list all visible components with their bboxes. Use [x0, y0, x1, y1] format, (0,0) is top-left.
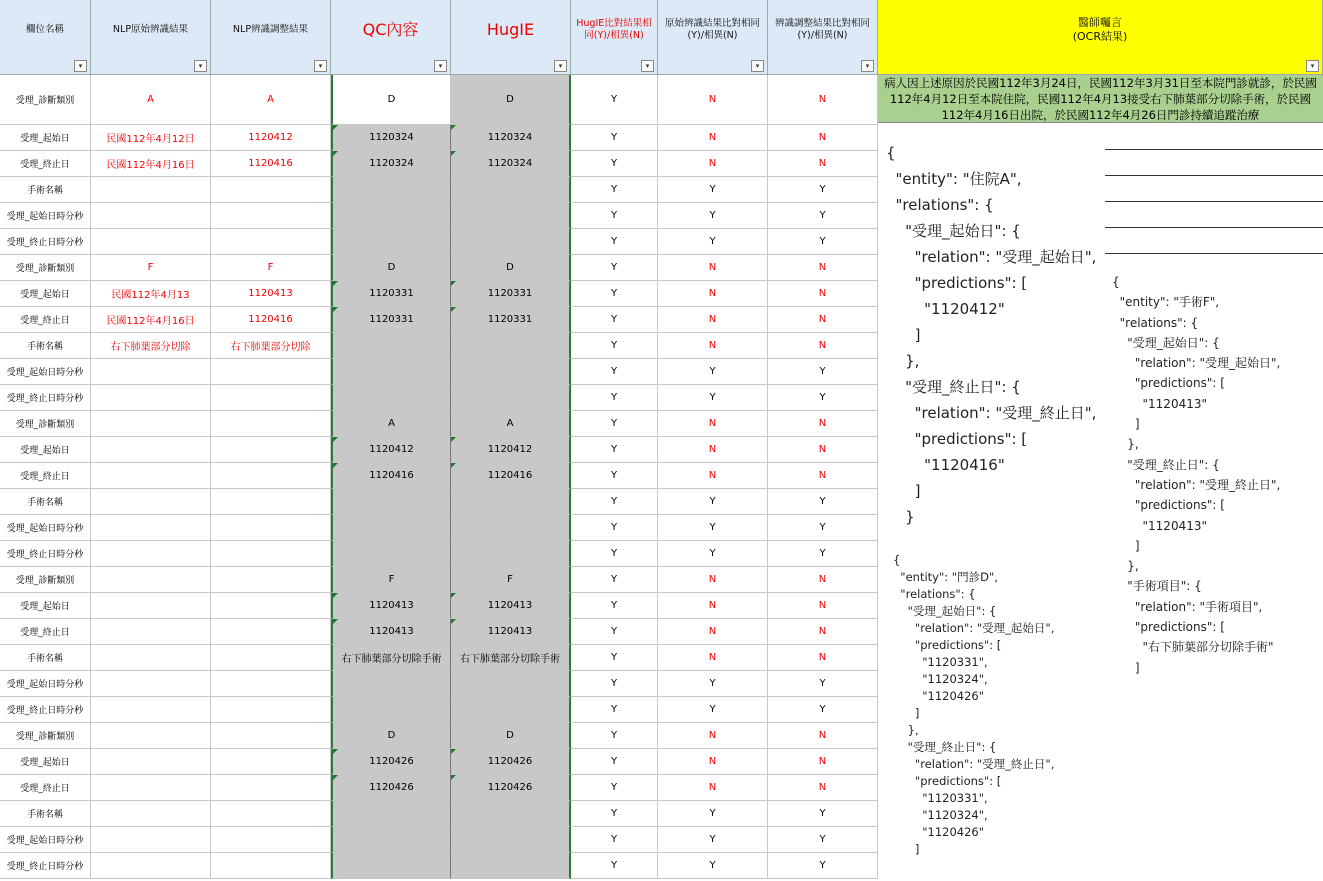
header-label: HugIE比對結果相同(Y)/相異(N) — [576, 17, 652, 41]
cell-c2[interactable]: N — [658, 619, 768, 645]
cell-raw[interactable]: 右下肺葉部分切除 — [91, 333, 211, 359]
cell-raw[interactable] — [91, 515, 211, 541]
cell-adj[interactable] — [211, 177, 331, 203]
header-nlp-raw[interactable] — [91, 0, 211, 75]
cell-raw[interactable] — [91, 619, 211, 645]
cell-field[interactable]: 受理_終止日 — [0, 619, 91, 645]
cell-hug[interactable] — [451, 333, 571, 359]
cell-raw[interactable] — [91, 853, 211, 879]
cell-adj[interactable] — [211, 697, 331, 723]
cell-raw[interactable] — [91, 463, 211, 489]
header-label: QC內容 — [362, 19, 419, 39]
cell-c3[interactable]: N — [768, 463, 878, 489]
cell-qc[interactable]: D — [331, 75, 451, 125]
grid-line — [1105, 175, 1323, 176]
cell-field[interactable]: 受理_終止日 — [0, 151, 91, 177]
header-hugie-compare[interactable] — [571, 0, 658, 75]
cell-raw[interactable]: 民國112年4月16日 — [91, 307, 211, 333]
cell-field[interactable]: 受理_診斷類別 — [0, 255, 91, 281]
cell-c2[interactable]: N — [658, 749, 768, 775]
filter-dropdown-icon[interactable]: ▾ — [74, 60, 87, 72]
cell-c2[interactable]: N — [658, 75, 768, 125]
cell-c1[interactable]: Y — [571, 411, 658, 437]
cell-hug[interactable] — [451, 671, 571, 697]
cell-c1[interactable]: Y — [571, 333, 658, 359]
filter-dropdown-icon[interactable]: ▾ — [1306, 60, 1319, 72]
error-indicator-icon — [451, 437, 456, 442]
cell-hug[interactable]: 1120426 — [451, 749, 571, 775]
filter-dropdown-icon[interactable]: ▾ — [861, 60, 874, 72]
cell-qc[interactable] — [331, 671, 451, 697]
header-field-name[interactable] — [0, 0, 91, 75]
cell-hug[interactable] — [451, 177, 571, 203]
cell-field[interactable]: 受理_起始日 — [0, 437, 91, 463]
cell-c2[interactable]: Y — [658, 229, 768, 255]
cell-c3[interactable]: N — [768, 775, 878, 801]
cell-c3[interactable]: Y — [768, 229, 878, 255]
cell-c1[interactable]: Y — [571, 281, 658, 307]
cell-c2[interactable]: Y — [658, 177, 768, 203]
cell-field[interactable]: 受理_起始日時分秒 — [0, 515, 91, 541]
cell-adj[interactable] — [211, 203, 331, 229]
cell-c1[interactable]: Y — [571, 437, 658, 463]
cell-c3[interactable]: N — [768, 281, 878, 307]
cell-qc[interactable] — [331, 333, 451, 359]
cell-raw[interactable]: 民國112年4月16日 — [91, 151, 211, 177]
cell-adj[interactable] — [211, 645, 331, 671]
cell-hug[interactable]: D — [451, 75, 571, 125]
cell-adj[interactable] — [211, 567, 331, 593]
cell-c1[interactable]: Y — [571, 463, 658, 489]
cell-raw[interactable] — [91, 593, 211, 619]
header-nlp-adjusted[interactable] — [211, 0, 331, 75]
cell-qc[interactable]: 1120413 — [331, 593, 451, 619]
header-label: 欄位名稱 — [25, 23, 64, 35]
error-indicator-icon — [451, 151, 456, 156]
error-indicator-icon — [333, 593, 338, 598]
cell-raw[interactable]: A — [91, 75, 211, 125]
cell-c2[interactable]: N — [658, 307, 768, 333]
cell-field[interactable]: 受理_診斷類別 — [0, 723, 91, 749]
cell-field[interactable]: 手術名稱 — [0, 801, 91, 827]
filter-dropdown-icon[interactable]: ▾ — [554, 60, 567, 72]
cell-qc[interactable]: 1120426 — [331, 749, 451, 775]
cell-hug[interactable]: 1120416 — [451, 463, 571, 489]
cell-c1[interactable]: Y — [571, 229, 658, 255]
error-indicator-icon — [333, 151, 338, 156]
cell-field[interactable]: 受理_起始日 — [0, 593, 91, 619]
header-label: 醫師囑言 (OCR結果) — [1072, 15, 1128, 43]
header-qc-content[interactable] — [331, 0, 451, 75]
cell-raw[interactable] — [91, 671, 211, 697]
cell-c3[interactable]: Y — [768, 541, 878, 567]
cell-qc[interactable] — [331, 801, 451, 827]
cell-adj[interactable]: 1120413 — [211, 281, 331, 307]
cell-c1[interactable]: Y — [571, 827, 658, 853]
cell-c3[interactable]: Y — [768, 671, 878, 697]
cell-field[interactable]: 受理_終止日時分秒 — [0, 229, 91, 255]
cell-qc[interactable]: 1120426 — [331, 775, 451, 801]
cell-adj[interactable] — [211, 775, 331, 801]
cell-field[interactable]: 受理_診斷類別 — [0, 567, 91, 593]
cell-qc[interactable]: D — [331, 723, 451, 749]
cell-c3[interactable]: Y — [768, 827, 878, 853]
cell-adj[interactable] — [211, 619, 331, 645]
cell-qc[interactable]: 1120412 — [331, 437, 451, 463]
cell-hug[interactable] — [451, 359, 571, 385]
cell-c3[interactable]: Y — [768, 853, 878, 879]
cell-c1[interactable]: Y — [571, 775, 658, 801]
cell-c1[interactable]: Y — [571, 619, 658, 645]
cell-qc[interactable] — [331, 203, 451, 229]
cell-raw[interactable] — [91, 437, 211, 463]
cell-field[interactable]: 受理_起始日 — [0, 125, 91, 151]
cell-hug[interactable]: 右下肺葉部分切除手術 — [451, 645, 571, 671]
cell-adj[interactable] — [211, 411, 331, 437]
cell-c1[interactable]: Y — [571, 151, 658, 177]
cell-c1[interactable]: Y — [571, 385, 658, 411]
error-indicator-icon — [333, 281, 338, 286]
cell-raw[interactable] — [91, 541, 211, 567]
grid-line — [1105, 227, 1323, 228]
cell-qc[interactable]: 右下肺葉部分切除手術 — [331, 645, 451, 671]
filter-dropdown-icon[interactable]: ▾ — [314, 60, 327, 72]
cell-qc[interactable]: A — [331, 411, 451, 437]
filter-dropdown-icon[interactable]: ▾ — [194, 60, 207, 72]
cell-field[interactable]: 受理_起始日時分秒 — [0, 359, 91, 385]
cell-raw[interactable] — [91, 749, 211, 775]
cell-c1[interactable]: Y — [571, 697, 658, 723]
cell-adj[interactable] — [211, 515, 331, 541]
cell-field[interactable]: 受理_終止日 — [0, 463, 91, 489]
error-indicator-icon — [451, 593, 456, 598]
cell-c3[interactable]: N — [768, 75, 878, 125]
error-indicator-icon — [333, 437, 338, 442]
cell-adj[interactable] — [211, 827, 331, 853]
cell-qc[interactable]: D — [331, 255, 451, 281]
cell-c2[interactable]: N — [658, 593, 768, 619]
cell-hug[interactable] — [451, 541, 571, 567]
cell-qc[interactable]: 1120324 — [331, 151, 451, 177]
cell-adj[interactable] — [211, 853, 331, 879]
cell-field[interactable]: 受理_診斷類別 — [0, 75, 91, 125]
cell-c3[interactable]: N — [768, 645, 878, 671]
cell-field[interactable]: 手術名稱 — [0, 177, 91, 203]
cell-raw[interactable] — [91, 359, 211, 385]
cell-c1[interactable]: Y — [571, 489, 658, 515]
cell-field[interactable]: 受理_終止日 — [0, 307, 91, 333]
cell-c2[interactable]: N — [658, 775, 768, 801]
cell-hug[interactable]: 1120413 — [451, 593, 571, 619]
cell-c3[interactable]: N — [768, 593, 878, 619]
cell-c3[interactable]: Y — [768, 801, 878, 827]
error-indicator-icon — [333, 749, 338, 754]
error-indicator-icon — [333, 775, 338, 780]
header-label: HugIE — [486, 19, 535, 39]
cell-qc[interactable] — [331, 229, 451, 255]
cell-c3[interactable]: N — [768, 437, 878, 463]
error-indicator-icon — [451, 775, 456, 780]
cell-c3[interactable]: N — [768, 151, 878, 177]
cell-c1[interactable]: Y — [571, 177, 658, 203]
cell-hug[interactable] — [451, 801, 571, 827]
json-snippet-surgery: { "entity": "手術F", "relations": { "受理_起始日": { "relation": "受理_起始日", "predictions": [ "1120413" ] }, "受理_終止日": { "relation": "受理_終止日", "predictions": [ "1120413" ] }, "手術項目": { "relation": "手術項目", "predictions": [ "右下肺葉部分切除手術" ] — [1112, 272, 1312, 687]
cell-c3[interactable]: Y — [768, 385, 878, 411]
cell-c1[interactable]: Y — [571, 671, 658, 697]
cell-c1[interactable]: Y — [571, 125, 658, 151]
cell-c2[interactable]: Y — [658, 827, 768, 853]
cell-hug[interactable] — [451, 515, 571, 541]
header-adjusted-compare[interactable] — [768, 0, 878, 75]
cell-raw[interactable] — [91, 567, 211, 593]
grid-line — [1105, 253, 1323, 254]
filter-dropdown-icon[interactable]: ▾ — [751, 60, 764, 72]
header-label: NLP辨識調整結果 — [232, 23, 309, 35]
cell-c2[interactable]: N — [658, 437, 768, 463]
cell-hug[interactable]: D — [451, 255, 571, 281]
cell-c2[interactable]: N — [658, 333, 768, 359]
cell-c2[interactable]: N — [658, 723, 768, 749]
cell-qc[interactable]: 1120331 — [331, 307, 451, 333]
cell-c1[interactable]: Y — [571, 359, 658, 385]
cell-raw[interactable] — [91, 411, 211, 437]
cell-raw[interactable] — [91, 697, 211, 723]
cell-qc[interactable] — [331, 827, 451, 853]
cell-c3[interactable]: N — [768, 125, 878, 151]
cell-raw[interactable] — [91, 385, 211, 411]
cell-raw[interactable]: F — [91, 255, 211, 281]
cell-c1[interactable]: Y — [571, 645, 658, 671]
error-indicator-icon — [451, 307, 456, 312]
cell-qc[interactable]: F — [331, 567, 451, 593]
cell-c2[interactable]: Y — [658, 489, 768, 515]
cell-qc[interactable] — [331, 853, 451, 879]
header-doctor-note[interactable] — [878, 0, 1323, 75]
cell-c2[interactable]: N — [658, 567, 768, 593]
cell-adj[interactable]: 1120416 — [211, 151, 331, 177]
cell-c1[interactable]: Y — [571, 515, 658, 541]
cell-hug[interactable]: 1120412 — [451, 437, 571, 463]
cell-hug[interactable] — [451, 853, 571, 879]
cell-qc[interactable]: 1120324 — [331, 125, 451, 151]
cell-c2[interactable]: Y — [658, 853, 768, 879]
cell-adj[interactable] — [211, 723, 331, 749]
cell-adj[interactable] — [211, 671, 331, 697]
cell-c2[interactable]: Y — [658, 515, 768, 541]
cell-hug[interactable]: 1120331 — [451, 281, 571, 307]
error-indicator-icon — [451, 749, 456, 754]
error-indicator-icon — [451, 463, 456, 468]
cell-field[interactable]: 受理_終止日時分秒 — [0, 697, 91, 723]
cell-c3[interactable]: Y — [768, 359, 878, 385]
cell-adj[interactable] — [211, 801, 331, 827]
cell-c1[interactable]: Y — [571, 541, 658, 567]
cell-field[interactable]: 受理_終止日時分秒 — [0, 853, 91, 879]
cell-c3[interactable]: N — [768, 749, 878, 775]
cell-adj[interactable] — [211, 229, 331, 255]
cell-field[interactable]: 受理_終止日時分秒 — [0, 541, 91, 567]
cell-c2[interactable]: N — [658, 281, 768, 307]
cell-hug[interactable] — [451, 489, 571, 515]
cell-hug[interactable] — [451, 229, 571, 255]
json-snippet-hospital: { "entity": "住院A", "relations": { "受理_起始日": { "relation": "受理_起始日", "predictions": [ "1120412" ] }, "受理_終止日": { "relation": "受理_終止日", "predictions": [ "1120416" ] } — [886, 140, 1104, 535]
cell-adj[interactable]: F — [211, 255, 331, 281]
cell-adj[interactable] — [211, 489, 331, 515]
cell-raw[interactable] — [91, 645, 211, 671]
cell-hug[interactable]: 1120426 — [451, 775, 571, 801]
cell-c3[interactable]: Y — [768, 177, 878, 203]
filter-dropdown-icon[interactable]: ▾ — [641, 60, 654, 72]
cell-c1[interactable]: Y — [571, 255, 658, 281]
cell-c1[interactable]: Y — [571, 749, 658, 775]
cell-field[interactable]: 受理_起始日時分秒 — [0, 203, 91, 229]
cell-raw[interactable] — [91, 229, 211, 255]
header-label: 原始辨識結果比對相同(Y)/相異(N) — [664, 17, 760, 41]
cell-hug[interactable]: A — [451, 411, 571, 437]
cell-c3[interactable]: N — [768, 619, 878, 645]
cell-field[interactable]: 手術名稱 — [0, 333, 91, 359]
cell-c2[interactable]: N — [658, 411, 768, 437]
grid-line — [1105, 201, 1323, 202]
cell-hug[interactable]: D — [451, 723, 571, 749]
cell-adj[interactable]: 1120412 — [211, 125, 331, 151]
cell-c2[interactable]: Y — [658, 671, 768, 697]
cell-c3[interactable]: Y — [768, 697, 878, 723]
cell-field[interactable]: 受理_終止日時分秒 — [0, 385, 91, 411]
cell-field[interactable]: 手術名稱 — [0, 489, 91, 515]
cell-qc[interactable] — [331, 489, 451, 515]
cell-field[interactable]: 受理_終止日 — [0, 775, 91, 801]
error-indicator-icon — [451, 619, 456, 624]
cell-field[interactable]: 受理_起始日 — [0, 281, 91, 307]
error-indicator-icon — [333, 307, 338, 312]
cell-field[interactable]: 手術名稱 — [0, 645, 91, 671]
cell-c1[interactable]: Y — [571, 593, 658, 619]
cell-field[interactable]: 受理_診斷類別 — [0, 411, 91, 437]
cell-hug[interactable]: 1120413 — [451, 619, 571, 645]
cell-field[interactable]: 受理_起始日 — [0, 749, 91, 775]
cell-raw[interactable] — [91, 489, 211, 515]
error-indicator-icon — [333, 125, 338, 130]
cell-field[interactable]: 受理_起始日時分秒 — [0, 671, 91, 697]
cell-qc[interactable] — [331, 359, 451, 385]
cell-adj[interactable] — [211, 385, 331, 411]
cell-c3[interactable]: N — [768, 411, 878, 437]
cell-adj[interactable]: 右下肺葉部分切除 — [211, 333, 331, 359]
cell-hug[interactable] — [451, 385, 571, 411]
cell-hug[interactable] — [451, 203, 571, 229]
cell-raw[interactable]: 民國112年4月12日 — [91, 125, 211, 151]
cell-c1[interactable]: Y — [571, 75, 658, 125]
cell-c2[interactable]: Y — [658, 203, 768, 229]
cell-c2[interactable]: Y — [658, 359, 768, 385]
cell-hug[interactable] — [451, 827, 571, 853]
cell-c2[interactable]: Y — [658, 541, 768, 567]
cell-hug[interactable]: F — [451, 567, 571, 593]
grid-line — [1105, 149, 1323, 150]
header-raw-compare[interactable] — [658, 0, 768, 75]
error-indicator-icon — [333, 463, 338, 468]
cell-adj[interactable] — [211, 593, 331, 619]
json-snippet-clinic: { "entity": "門診D", "relations": { "受理_起始日": { "relation": "受理_起始日", "predictions": [ "1120331", "1120324", "1120426" ] }, "受理_終止日": { "relation": "受理_終止日", "predictions": [ "1120331", "1120324", "1120426" ] — [893, 552, 1105, 857]
cell-qc[interactable] — [331, 697, 451, 723]
cell-hug[interactable]: 1120324 — [451, 151, 571, 177]
cell-adj[interactable] — [211, 437, 331, 463]
cell-hug[interactable]: 1120331 — [451, 307, 571, 333]
cell-c3[interactable]: Y — [768, 203, 878, 229]
error-indicator-icon — [333, 619, 338, 624]
cell-adj[interactable] — [211, 541, 331, 567]
cell-c2[interactable]: N — [658, 645, 768, 671]
cell-c2[interactable]: Y — [658, 385, 768, 411]
cell-qc[interactable] — [331, 177, 451, 203]
cell-c3[interactable]: Y — [768, 489, 878, 515]
header-label: 辨識調整結果比對相同(Y)/相異(N) — [774, 17, 870, 41]
cell-raw[interactable] — [91, 723, 211, 749]
cell-adj[interactable] — [211, 749, 331, 775]
cell-raw[interactable] — [91, 203, 211, 229]
doctor-note-cell[interactable] — [878, 75, 1323, 123]
error-indicator-icon — [451, 125, 456, 130]
cell-qc[interactable]: 1120413 — [331, 619, 451, 645]
cell-c1[interactable]: Y — [571, 203, 658, 229]
cell-c3[interactable]: Y — [768, 515, 878, 541]
cell-qc[interactable] — [331, 541, 451, 567]
cell-adj[interactable] — [211, 463, 331, 489]
cell-c3[interactable]: N — [768, 255, 878, 281]
cell-raw[interactable] — [91, 775, 211, 801]
cell-c2[interactable]: Y — [658, 697, 768, 723]
cell-c1[interactable]: Y — [571, 307, 658, 333]
header-label: NLP原始辨識結果 — [112, 23, 189, 35]
header-hugie[interactable] — [451, 0, 571, 75]
cell-c2[interactable]: Y — [658, 801, 768, 827]
cell-c2[interactable]: N — [658, 125, 768, 151]
cell-c3[interactable]: N — [768, 567, 878, 593]
cell-c2[interactable]: N — [658, 151, 768, 177]
cell-adj[interactable]: 1120416 — [211, 307, 331, 333]
cell-c1[interactable]: Y — [571, 723, 658, 749]
cell-qc[interactable]: 1120416 — [331, 463, 451, 489]
cell-adj[interactable] — [211, 359, 331, 385]
cell-adj[interactable]: A — [211, 75, 331, 125]
cell-c3[interactable]: N — [768, 723, 878, 749]
cell-c2[interactable]: N — [658, 463, 768, 489]
cell-qc[interactable]: 1120331 — [331, 281, 451, 307]
cell-raw[interactable] — [91, 177, 211, 203]
error-indicator-icon — [451, 281, 456, 286]
cell-c3[interactable]: N — [768, 307, 878, 333]
cell-hug[interactable]: 1120324 — [451, 125, 571, 151]
doctor-note-text: 病人因上述原因於民國112年3月24日，民國112年3月31日至本院門診就診，於民國112年4月12日至本院住院，民國112年4月13接受右下肺葉部分切除手術，於民國112年4月16日出院，於民國112年4月26日門診持續追蹤治療 — [884, 76, 1317, 122]
cell-qc[interactable] — [331, 385, 451, 411]
cell-c1[interactable]: Y — [571, 801, 658, 827]
cell-c3[interactable]: N — [768, 333, 878, 359]
cell-c2[interactable]: N — [658, 255, 768, 281]
cell-hug[interactable] — [451, 697, 571, 723]
cell-field[interactable]: 受理_起始日時分秒 — [0, 827, 91, 853]
cell-c1[interactable]: Y — [571, 567, 658, 593]
cell-raw[interactable] — [91, 801, 211, 827]
cell-qc[interactable] — [331, 515, 451, 541]
cell-c1[interactable]: Y — [571, 853, 658, 879]
cell-raw[interactable]: 民國112年4月13 — [91, 281, 211, 307]
filter-dropdown-icon[interactable]: ▾ — [434, 60, 447, 72]
cell-raw[interactable] — [91, 827, 211, 853]
